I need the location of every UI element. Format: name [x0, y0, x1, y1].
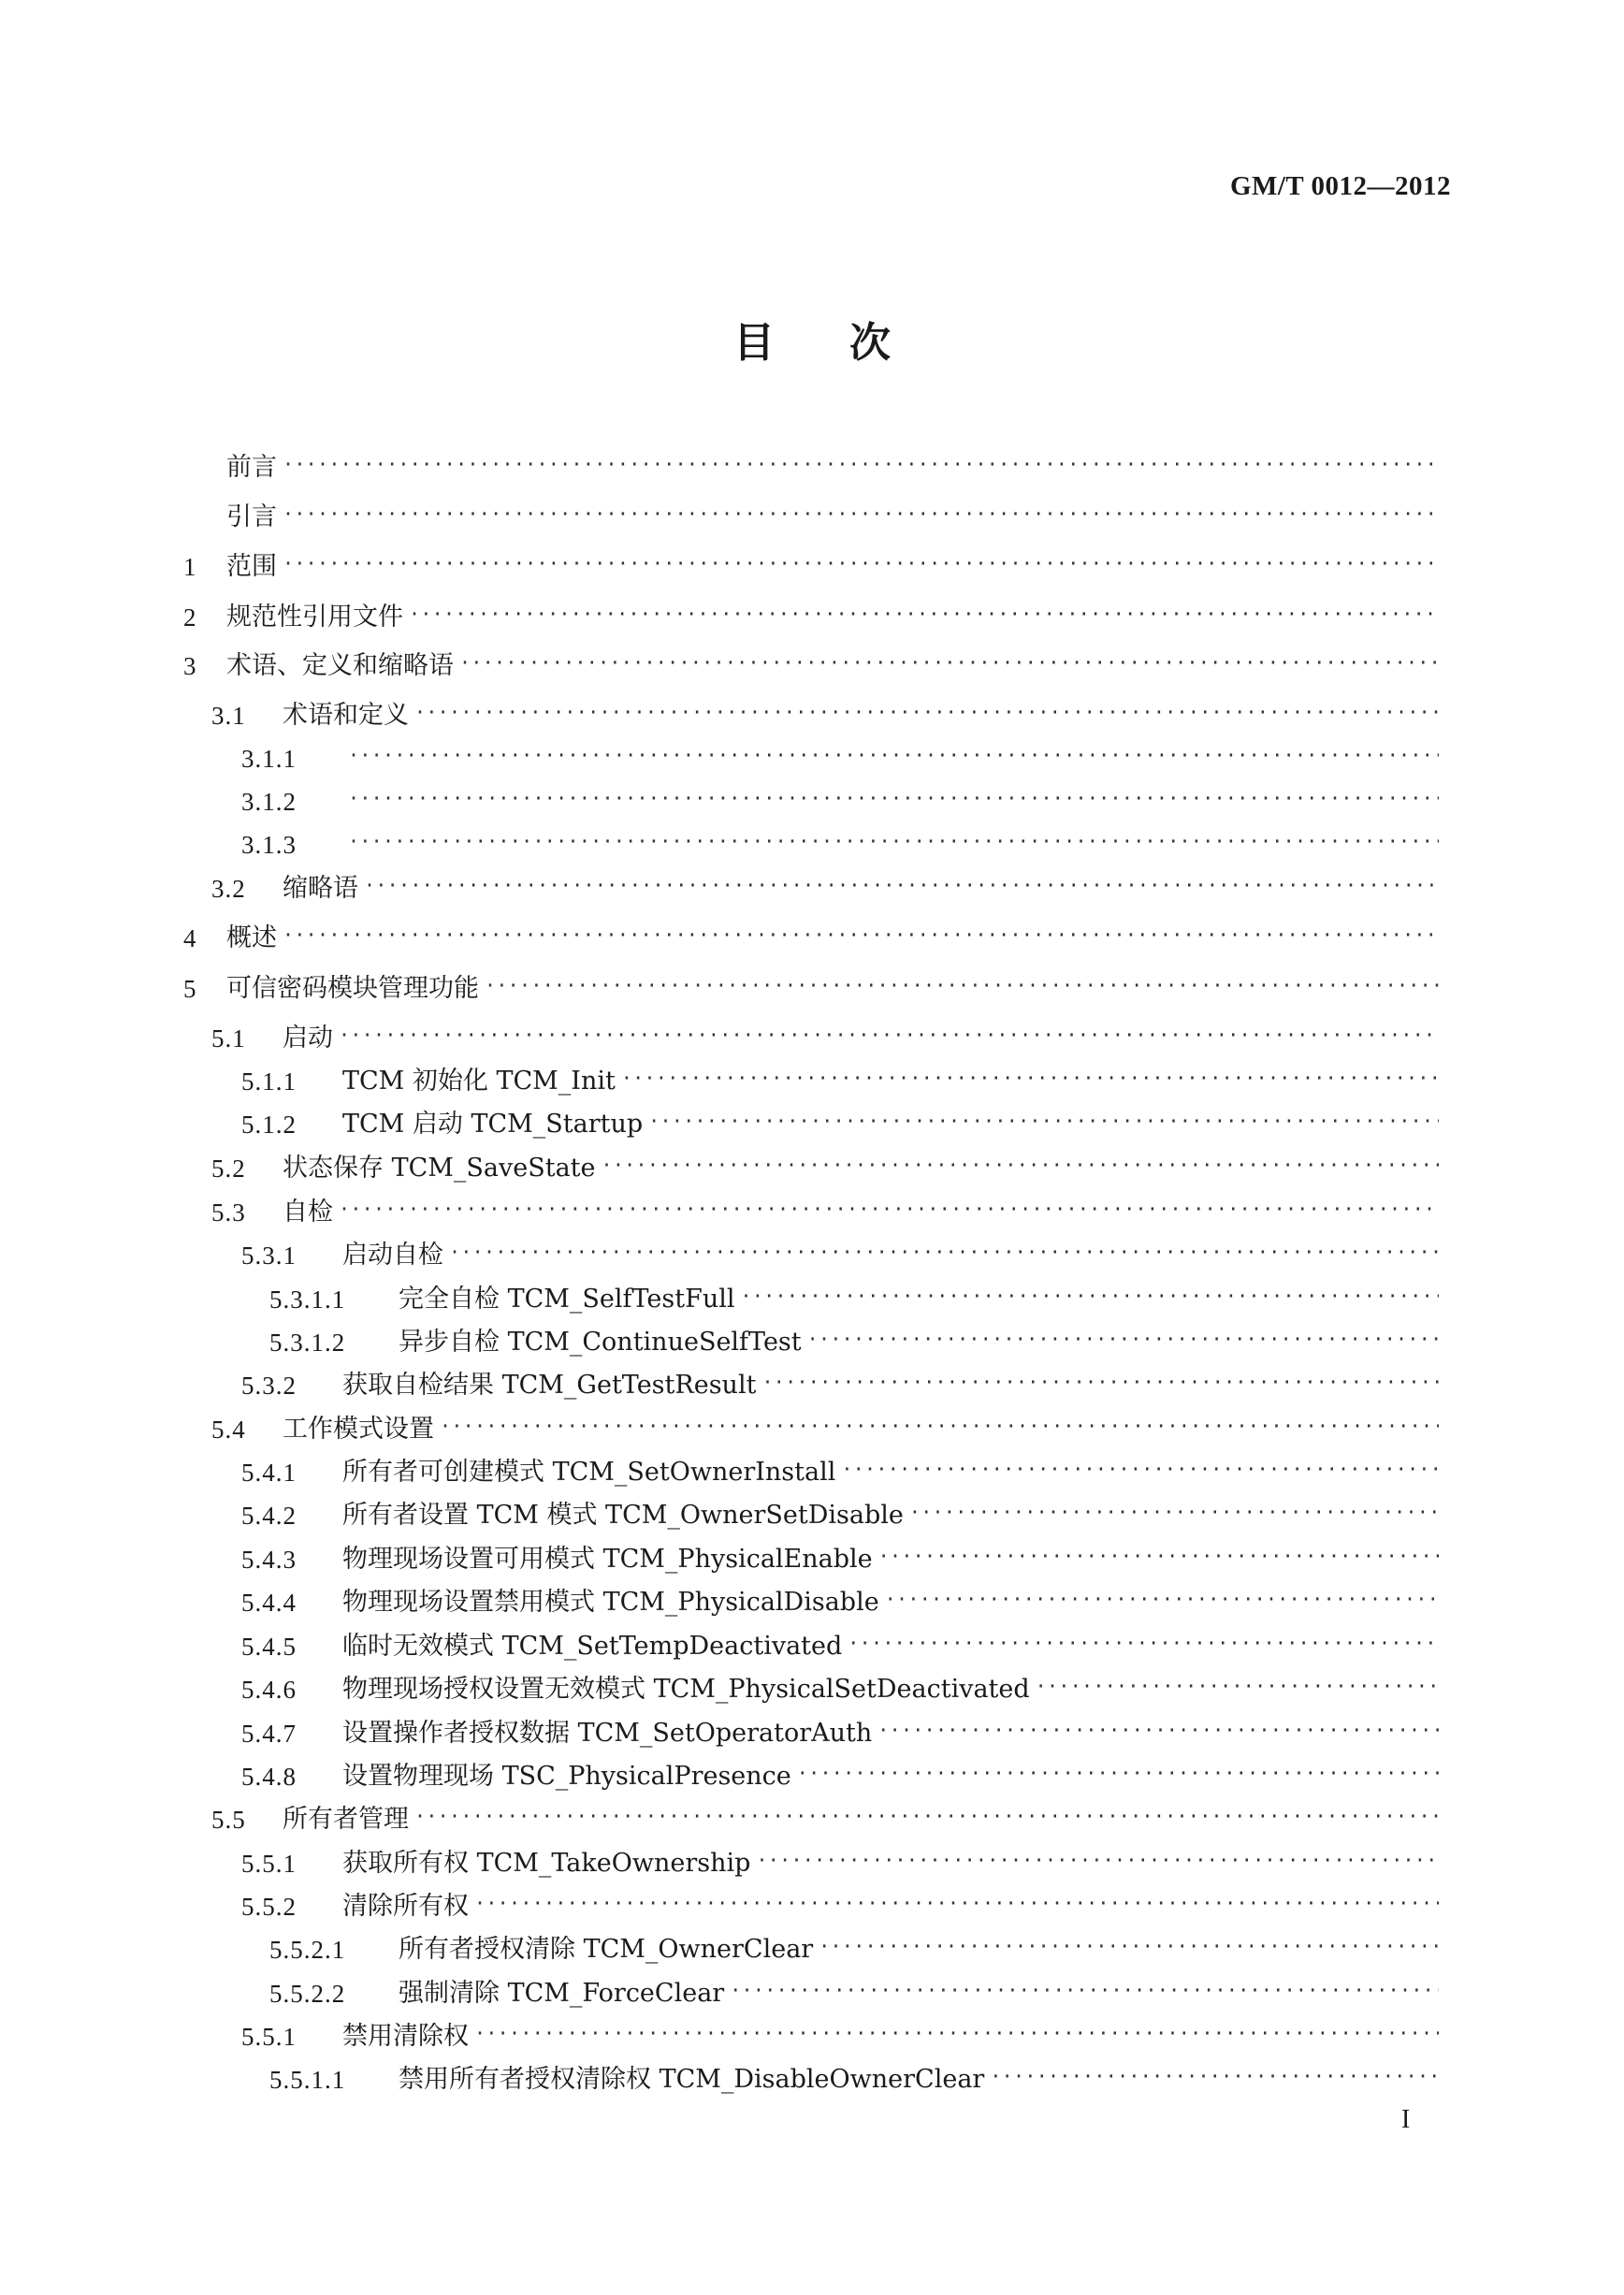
toc-entry-number: 5.4.1 [241, 1459, 297, 1487]
toc-entry[interactable] [183, 496, 1439, 533]
toc-entry-number: 5.4.7 [241, 1720, 297, 1748]
toc-entry-title: 规范性引用文件 [226, 603, 403, 632]
page-title: 目次 [733, 319, 965, 367]
toc-dot-leader [283, 551, 1439, 583]
toc-dot-leader [990, 2064, 1439, 2096]
toc-dot-leader [283, 922, 1439, 954]
toc-entry-number: 5.3.1.2 [269, 1329, 346, 1357]
toc-entry[interactable] [183, 1103, 1439, 1140]
toc-dot-leader [885, 1587, 1439, 1619]
toc-entry[interactable] [183, 1321, 1439, 1358]
toc-entry-number: 5.5.1 [241, 2023, 297, 2051]
toc-entry[interactable] [183, 1581, 1439, 1619]
toc-entry[interactable] [183, 1451, 1439, 1489]
toc-entry-title: 禁用清除权 [342, 2022, 469, 2051]
toc-entry-title: 物理现场授权设置无效模式 TCM_PhysicalSetDeactivated [342, 1675, 1030, 1704]
toc-entry-number: 5.3.2 [241, 1372, 297, 1400]
toc-entry[interactable] [183, 1842, 1439, 1880]
page-number: I [1401, 2105, 1411, 2134]
toc-dot-leader [877, 1718, 1439, 1750]
toc-dot-leader [485, 973, 1439, 1005]
toc-entry-title: 状态保存 TCM_SaveState [283, 1154, 596, 1183]
toc-entry-number: 5 [183, 975, 197, 1003]
toc-entry-title: 所有者设置 TCM 模式 TCM_OwnerSetDisable [342, 1501, 904, 1530]
toc-entry[interactable] [183, 1928, 1439, 1966]
toc-entry-title: 概述 [226, 923, 277, 952]
toc-dot-leader [440, 1414, 1439, 1445]
toc-entry-number: 5.1.1 [241, 1068, 297, 1096]
toc-dot-leader [414, 700, 1439, 732]
toc-dot-leader [797, 1761, 1439, 1793]
toc-entry-title: 启动 [283, 1024, 333, 1053]
toc-entry-title: 术语和定义 [283, 701, 409, 730]
toc-entry[interactable] [183, 867, 1439, 905]
toc-dot-leader [348, 786, 1439, 818]
toc-entry[interactable] [183, 1017, 1439, 1054]
toc-entry-number: 4 [183, 924, 197, 952]
toc-entry-title: 强制清除 TCM_ForceClear [399, 1979, 725, 2008]
toc-entry-number: 3.1.1 [241, 745, 297, 773]
toc-entry-title: 所有者授权清除 TCM_OwnerClear [399, 1935, 814, 1964]
toc-entry-title: 自检 [283, 1198, 333, 1227]
toc-dot-leader [348, 829, 1439, 861]
toc-dot-leader [364, 873, 1439, 905]
toc-entry-number: 5.4.2 [241, 1502, 297, 1530]
toc-entry-title: 临时无效模式 TCM_SetTempDeactivated [342, 1632, 843, 1661]
toc-entry-title: 缩略语 [283, 874, 358, 903]
toc-entry-title: 物理现场设置可用模式 TCM_PhysicalEnable [342, 1545, 873, 1574]
toc-entry-number: 5.4.8 [241, 1763, 297, 1791]
toc-entry-number: 5.4.4 [241, 1589, 297, 1617]
toc-dot-leader [339, 1197, 1439, 1228]
toc-entry-number: 5.1 [211, 1024, 246, 1053]
toc-dot-leader [414, 1804, 1439, 1836]
toc-entry[interactable] [183, 1234, 1439, 1271]
toc-entry-title: 完全自检 TCM_SelfTestFull [399, 1285, 735, 1314]
toc-entry-title: 可信密码模块管理功能 [226, 974, 479, 1003]
toc-entry[interactable] [183, 1278, 1439, 1315]
toc-entry-number: 5.3.1 [241, 1242, 297, 1270]
toc-entry[interactable] [183, 1538, 1439, 1576]
toc-entry-title: 启动自检 [342, 1241, 443, 1270]
toc-entry-title: 前言 [226, 453, 277, 482]
toc-dot-leader [841, 1457, 1439, 1489]
toc-dot-leader [283, 452, 1439, 484]
toc-entry-number: 5.3.1.1 [269, 1285, 346, 1314]
toc-dot-leader [741, 1284, 1440, 1315]
toc-entry[interactable] [183, 1191, 1439, 1228]
toc-entry-number: 5.4.3 [241, 1546, 297, 1574]
toc-dot-leader [909, 1500, 1439, 1532]
toc-dot-leader [348, 743, 1439, 775]
toc-entry-number: 5.5.1.1 [269, 2066, 346, 2094]
toc-entry[interactable] [183, 1668, 1439, 1706]
toc-dot-leader [409, 602, 1439, 633]
toc-entry-number: 5.4.5 [241, 1633, 297, 1661]
toc-dot-leader [283, 501, 1439, 533]
toc-entry[interactable] [183, 1147, 1439, 1184]
toc-entry-title: 获取所有权 TCM_TakeOwnership [342, 1849, 751, 1878]
toc-entry[interactable] [183, 967, 1439, 1005]
toc-entry-number: 5.1.2 [241, 1111, 297, 1139]
toc-entry-number: 5.4.6 [241, 1676, 297, 1704]
toc-entry[interactable] [183, 645, 1439, 682]
toc-entry-title: 物理现场设置禁用模式 TCM_PhysicalDisable [342, 1588, 879, 1617]
toc-entry[interactable] [183, 780, 1439, 818]
toc-entry[interactable] [183, 1625, 1439, 1663]
toc-entry[interactable] [183, 1972, 1439, 2010]
toc-entry-title: 范围 [226, 552, 277, 581]
toc-dot-leader [1036, 1674, 1439, 1706]
toc-entry[interactable] [183, 1060, 1439, 1097]
toc-dot-leader [474, 1891, 1439, 1923]
toc-entry-number: 5.5 [211, 1806, 246, 1834]
toc-dot-leader [730, 1978, 1439, 2010]
toc-entry[interactable] [183, 1494, 1439, 1532]
toc-dot-leader [602, 1153, 1440, 1184]
toc-entry-number: 5.4 [211, 1416, 246, 1444]
toc-entry-title: 异步自检 TCM_ContinueSelfTest [399, 1328, 802, 1357]
toc-entry[interactable] [183, 1364, 1439, 1402]
toc-entry-number: 3.1.2 [241, 788, 297, 816]
toc-dot-leader [756, 1848, 1439, 1880]
toc-dot-leader [819, 1934, 1439, 1966]
toc-entry-title: 清除所有权 [342, 1892, 469, 1921]
toc-entry-title: 设置物理现场 TSC_PhysicalPresence [342, 1762, 791, 1791]
toc-entry-number: 5.2 [211, 1155, 246, 1183]
toc-entry-title: 所有者管理 [283, 1805, 409, 1834]
toc-dot-leader [621, 1066, 1439, 1097]
toc-entry-number: 5.5.2 [241, 1893, 297, 1921]
toc-dot-leader [474, 2021, 1439, 2053]
toc-entry[interactable] [183, 917, 1439, 954]
toc-entry[interactable] [183, 694, 1439, 732]
toc-entry-title: TCM 启动 TCM_Startup [342, 1110, 644, 1139]
toc-entry-number: 3.1 [211, 702, 246, 730]
toc-entry-number: 5.5.1 [241, 1850, 297, 1878]
toc-entry-number: 5.3 [211, 1198, 246, 1227]
toc-entry[interactable] [183, 1798, 1439, 1836]
toc-entry-number: 2 [183, 603, 197, 632]
toc-dot-leader [648, 1109, 1439, 1140]
toc-entry[interactable] [183, 596, 1439, 633]
toc-entry-title: 所有者可创建模式 TCM_SetOwnerInstall [342, 1458, 836, 1487]
toc-entry[interactable] [183, 545, 1439, 583]
toc-dot-leader [878, 1544, 1439, 1576]
toc-entry[interactable] [183, 737, 1439, 775]
toc-entry-title: 获取自检结果 TCM_GetTestResult [342, 1371, 757, 1400]
toc-dot-leader [449, 1240, 1439, 1271]
toc-entry-title: 术语、定义和缩略语 [226, 651, 454, 680]
toc-entry-title: 禁用所有者授权清除权 TCM_DisableOwnerClear [399, 2065, 985, 2094]
toc-entry[interactable] [183, 1755, 1439, 1793]
toc-dot-leader [807, 1327, 1439, 1358]
toc-entry[interactable] [183, 1408, 1439, 1445]
toc-entry-title: TCM 初始化 TCM_Init [342, 1067, 616, 1096]
toc-entry-title: 工作模式设置 [283, 1415, 434, 1444]
toc-entry-number: 1 [183, 553, 197, 581]
toc-entry[interactable] [183, 823, 1439, 861]
toc-entry-number: 3.2 [211, 875, 246, 903]
toc-entry-title: 引言 [226, 502, 277, 531]
toc-entry-number: 5.5.2.1 [269, 1936, 346, 1964]
toc-dot-leader [848, 1631, 1439, 1663]
toc-dot-leader [459, 650, 1439, 682]
toc-entry[interactable] [183, 2058, 1439, 2096]
toc-entry-number: 3 [183, 652, 197, 680]
toc-entry-number: 5.5.2.2 [269, 1980, 346, 2008]
toc-dot-leader [339, 1023, 1439, 1054]
toc-entry[interactable] [183, 2015, 1439, 2053]
toc-entry[interactable] [183, 1712, 1439, 1750]
toc-entry[interactable] [183, 446, 1439, 484]
toc-entry-number: 3.1.3 [241, 831, 297, 859]
toc-dot-leader [761, 1370, 1439, 1402]
toc-entry-title: 设置操作者授权数据 TCM_SetOperatorAuth [342, 1719, 873, 1748]
standard-number: GM/T 0012—2012 [1229, 171, 1451, 201]
toc-entry[interactable] [183, 1885, 1439, 1923]
